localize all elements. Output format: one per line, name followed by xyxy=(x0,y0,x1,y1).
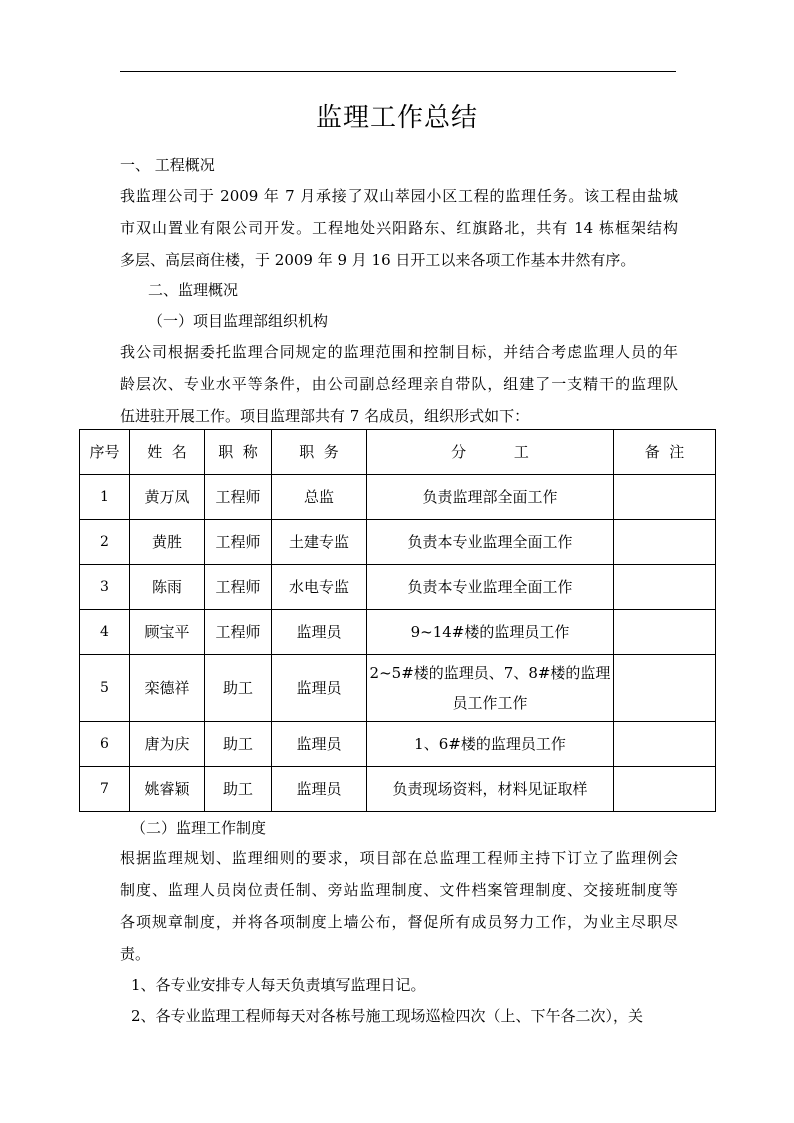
list-item: 1、各专业安排专人每天负责填写监理日记。 xyxy=(131,976,426,994)
header-rule xyxy=(120,71,676,72)
paragraph-line: 伍进驻开展工作。项目监理部共有 7 名成员，组织形式如下： xyxy=(120,407,530,425)
cell-duty-line: 2~5#楼的监理员、7、8#楼的监理 xyxy=(369,664,611,682)
cell-name: 黄胜 xyxy=(130,520,205,565)
paragraph-line: 我监理公司于 2009 年 7 月承接了双山萃园小区工程的监理任务。该工程由盐城 xyxy=(120,187,678,205)
cell-no: 7 xyxy=(80,767,130,812)
cell-duty: 9~14#楼的监理员工作 xyxy=(367,610,614,655)
paragraph-line: 多层、高层商住楼，于 2009 年 9 月 16 日开工以来各项工作基本井然有序。 xyxy=(120,251,636,269)
cell-position: 监理员 xyxy=(272,610,367,655)
header-no: 序号 xyxy=(80,430,130,475)
table-row xyxy=(80,610,716,655)
cell-title: 工程师 xyxy=(205,475,272,520)
cell-note xyxy=(614,610,716,655)
cell-note xyxy=(614,767,716,812)
cell-name: 唐为庆 xyxy=(130,722,205,767)
cell-no: 6 xyxy=(80,722,130,767)
cell-no: 3 xyxy=(80,565,130,610)
cell-title: 助工 xyxy=(205,722,272,767)
header-position: 职 务 xyxy=(272,430,367,475)
section1-heading: 一、 工程概况 xyxy=(120,156,215,174)
table-row xyxy=(80,655,716,722)
cell-name: 黄万凤 xyxy=(130,475,205,520)
sub2-heading: （二）监理工作制度 xyxy=(131,819,267,837)
cell-note xyxy=(614,655,716,722)
header-note: 备 注 xyxy=(614,430,716,475)
cell-note xyxy=(614,722,716,767)
sub2-paragraph xyxy=(120,842,678,970)
paragraph-line: 责。 xyxy=(120,945,151,963)
table-row xyxy=(80,520,716,565)
table-row xyxy=(80,475,716,520)
table-row xyxy=(80,767,716,812)
cell-position: 水电专监 xyxy=(272,565,367,610)
cell-duty: 负责本专业监理全面工作 xyxy=(367,565,614,610)
cell-position: 监理员 xyxy=(272,655,367,722)
cell-duty: 1、6#楼的监理员工作 xyxy=(367,722,614,767)
cell-title: 工程师 xyxy=(205,565,272,610)
paragraph-line: 龄层次、专业水平等条件，由公司副总经理亲自带队，组建了一支精干的监理队 xyxy=(120,375,678,393)
cell-note xyxy=(614,475,716,520)
cell-title: 工程师 xyxy=(205,610,272,655)
cell-position: 土建专监 xyxy=(272,520,367,565)
header-title: 职 称 xyxy=(205,430,272,475)
staff-table xyxy=(79,429,716,812)
cell-no: 4 xyxy=(80,610,130,655)
sub1-heading: （一）项目监理部组织机构 xyxy=(148,312,329,330)
sub1-paragraph xyxy=(120,336,678,432)
cell-position: 监理员 xyxy=(272,767,367,812)
paragraph-line: 各项规章制度，并将各项制度上墙公布，督促所有成员努力工作，为业主尽职尽 xyxy=(120,913,678,931)
cell-duty: 负责现场资料，材料见证取样 xyxy=(367,767,614,812)
cell-duty: 负责本专业监理全面工作 xyxy=(367,520,614,565)
table-row xyxy=(80,565,716,610)
paragraph-line: 根据监理规划、监理细则的要求，项目部在总监理工程师主持下订立了监理例会 xyxy=(120,849,678,867)
cell-note xyxy=(614,565,716,610)
cell-title: 工程师 xyxy=(205,520,272,565)
cell-name: 陈雨 xyxy=(130,565,205,610)
cell-title: 助工 xyxy=(205,655,272,722)
cell-name: 姚睿颖 xyxy=(130,767,205,812)
cell-name: 顾宝平 xyxy=(130,610,205,655)
cell-duty-line: 员工作工作 xyxy=(452,694,528,712)
section1-paragraph xyxy=(120,180,678,276)
cell-position: 总监 xyxy=(272,475,367,520)
list-item: 2、各专业监理工程师每天对各栋号施工现场巡检四次（上、下午各二次），关 xyxy=(131,1007,644,1025)
table-header-row xyxy=(80,430,716,475)
paragraph-line: 制度、监理人员岗位责任制、旁站监理制度、文件档案管理制度、交接班制度等 xyxy=(120,881,678,899)
cell-position: 监理员 xyxy=(272,722,367,767)
document-title: 监理工作总结 xyxy=(315,103,478,133)
paragraph-line: 我公司根据委托监理合同规定的监理范围和控制目标，并结合考虑监理人员的年 xyxy=(120,343,678,361)
table-row xyxy=(80,722,716,767)
cell-no: 2 xyxy=(80,520,130,565)
cell-name: 栾德祥 xyxy=(130,655,205,722)
cell-no: 1 xyxy=(80,475,130,520)
section2-heading: 二、监理概况 xyxy=(148,281,239,299)
cell-duty: 负责监理部全面工作 xyxy=(367,475,614,520)
cell-title: 助工 xyxy=(205,767,272,812)
cell-duty xyxy=(367,655,614,722)
paragraph-line: 市双山置业有限公司开发。工程地处兴阳路东、红旗路北，共有 14 栋框架结构 xyxy=(120,219,678,237)
header-name: 姓 名 xyxy=(130,430,205,475)
cell-no: 5 xyxy=(80,655,130,722)
cell-note xyxy=(614,520,716,565)
header-duty: 分 工 xyxy=(367,430,614,475)
